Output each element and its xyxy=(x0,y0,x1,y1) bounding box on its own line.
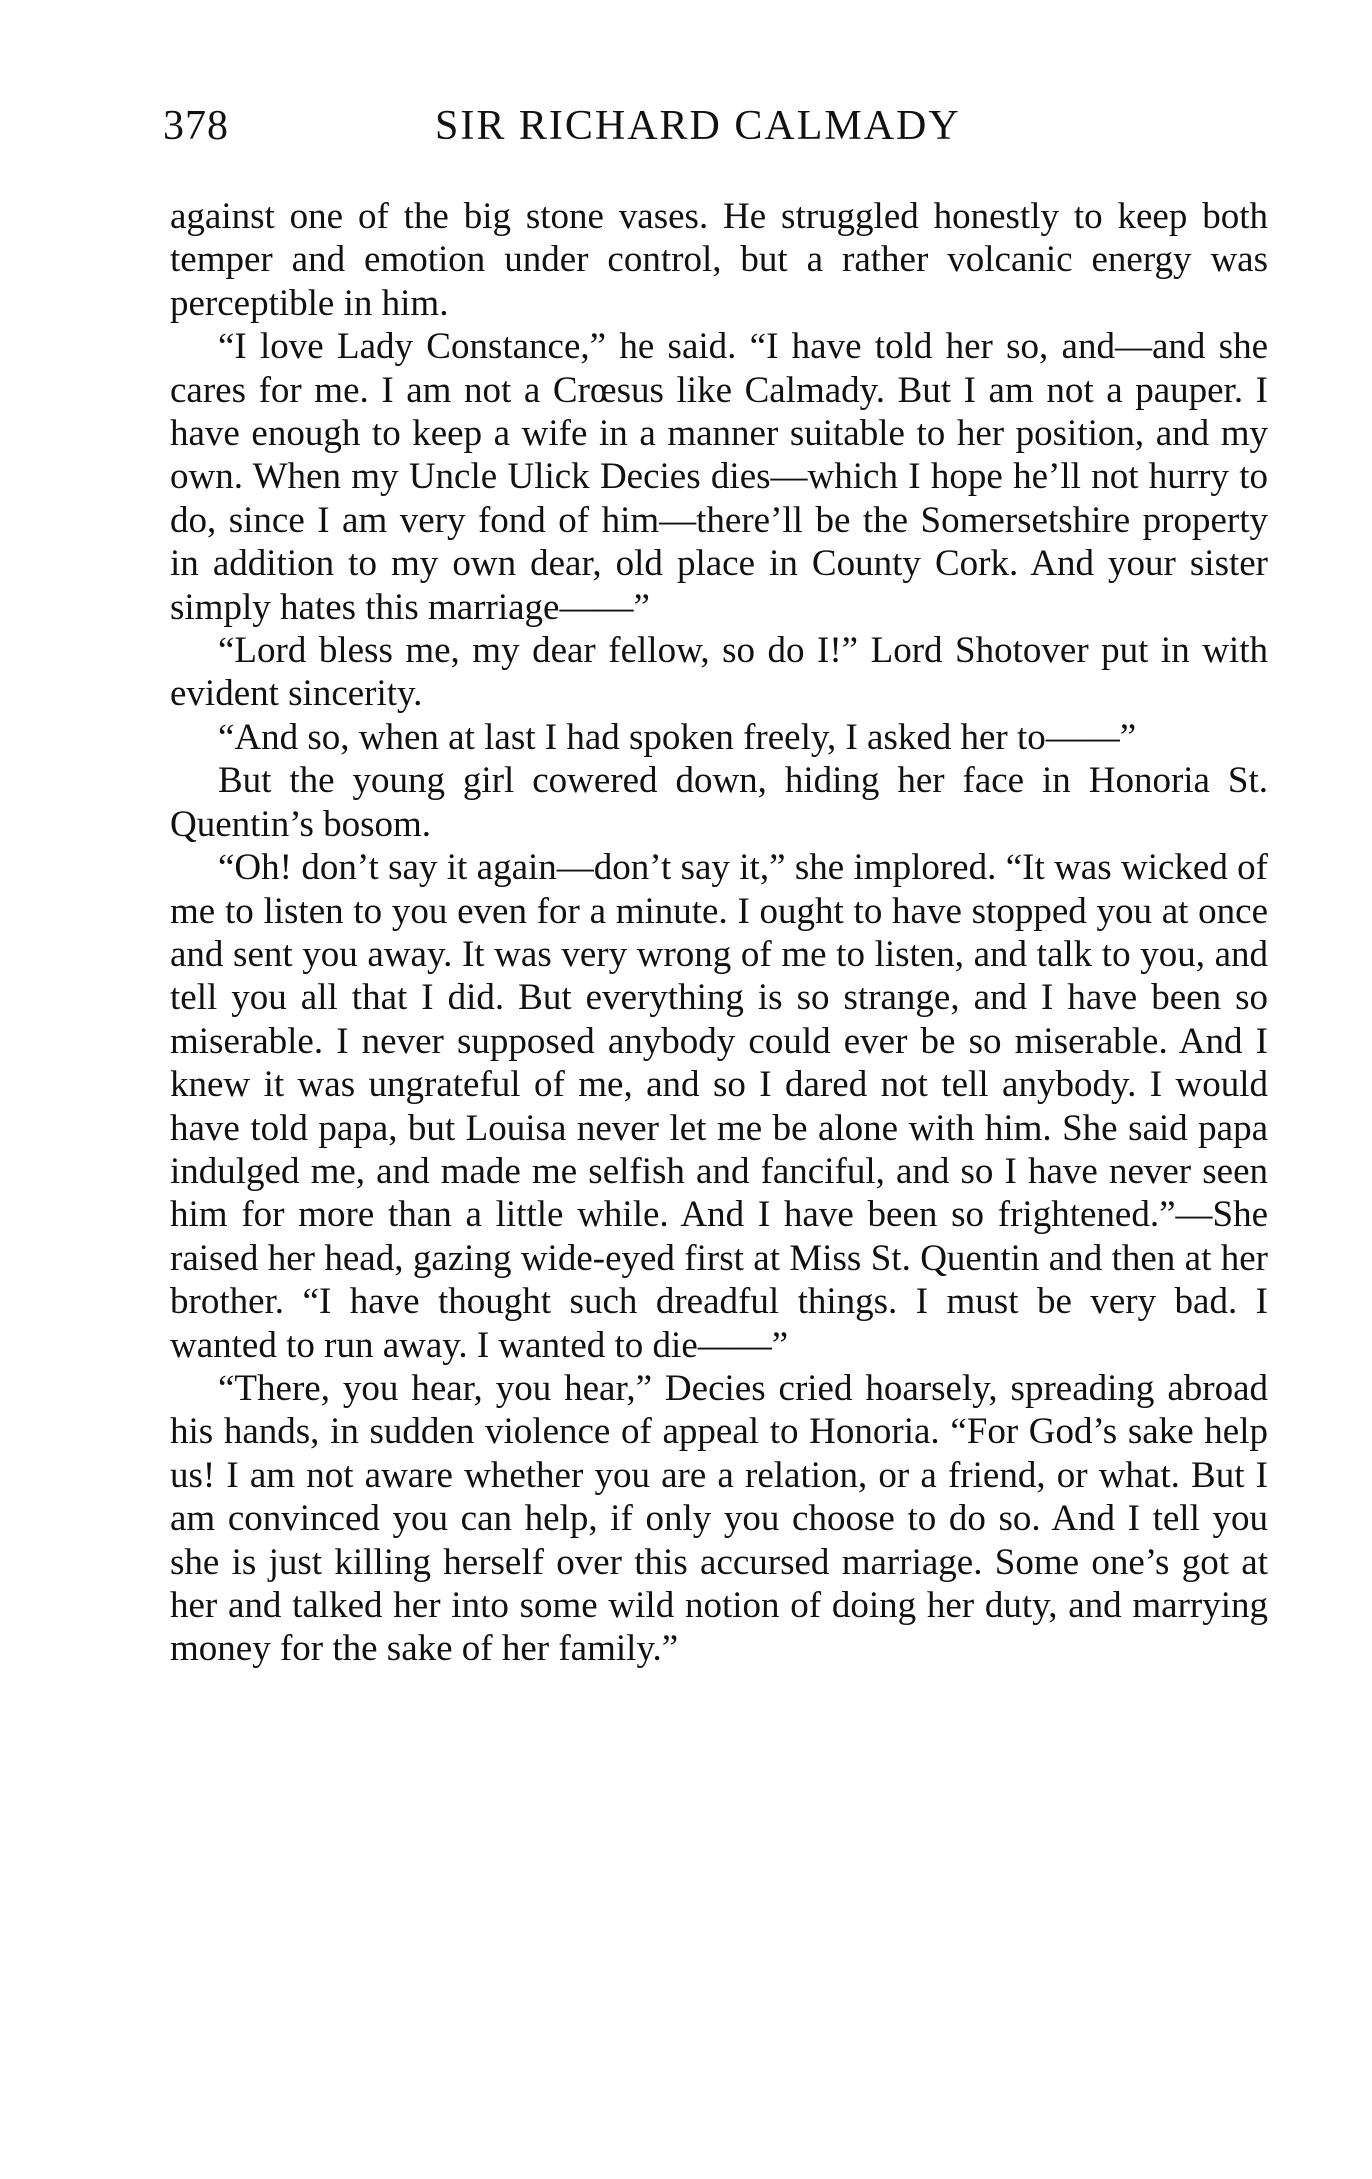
paragraph-decies-love: “I love Lady Constance,” he said. “I have told her so, and—and she cares for me. I am not a Crœsus like Calmady. But I am not a pauper. I have enough to keep a wife in a manner suitable to her position, and my own. When my Uncle Ulick Decies dies—which I hope he’ll not hurry to do, since I am very fond of him—there’ll be the Somersetshire property in addition to my own dear, old place in County Cork. And your sister simply hates this marriage——” xyxy=(170,326,1268,628)
paragraph-continuation: against one of the big stone vases. He struggled honestly to keep both temper and emotion under control, but a rather volcanic energy was perceptible in him. xyxy=(170,196,1268,324)
paragraph-shotover: “Lord bless me, my dear fellow, so do I!” Lord Shotover put in with evident sincerity. xyxy=(170,630,1268,715)
paragraph-girl-cowered: But the young girl cowered down, hiding her face in Honoria St. Quentin’s bosom. xyxy=(170,760,1268,845)
running-head xyxy=(163,102,1263,162)
body-text xyxy=(170,195,1268,1671)
paragraph-decies-appeal: “There, you hear, you hear,” Decies cried hoarsely, spreading abroad his hands, in sudden violence of appeal to Honoria. “For God’s sake help us! I am not aware whether you are a relation, or a friend, or what. But I am convinced you can help, if only you choose to do so. And I tell you she is just killing herself over this accursed marriage. Some one’s got at her and talked her into some wild notion of doing her duty, and marrying money for the sake of her family.” xyxy=(170,1367,1268,1670)
book-title: SIR RICHARD CALMADY xyxy=(435,103,961,149)
paragraph-asked-her: “And so, when at last I had spoken freely, I asked her to——” xyxy=(218,716,1137,758)
paragraph-girl-implores: “Oh! don’t say it again—don’t say it,” she implored. “It was wicked of me to listen to you even for a minute. I ought to have stopped you at once and sent you away. It was very wrong of me to listen, and talk to you, and tell you all that I did. But everything is so strange, and I have been so miserable. I never supposed anybody could ever be so miserable. And I knew it was ungrateful of me, and so I dared not tell anybody. I would have told papa, but Louisa never let me be alone with him. She said papa indulged me, and made me selfish and fanciful, and so I have never seen him for more than a little while. And I have been so frightened.”—She raised her head, gazing wide-eyed first at Miss St. Quentin and then at her brother. “I have thought such dreadful things. I must be very bad. I wanted to run away. I wanted to die——” xyxy=(170,847,1268,1366)
page-number: 378 xyxy=(163,103,229,149)
